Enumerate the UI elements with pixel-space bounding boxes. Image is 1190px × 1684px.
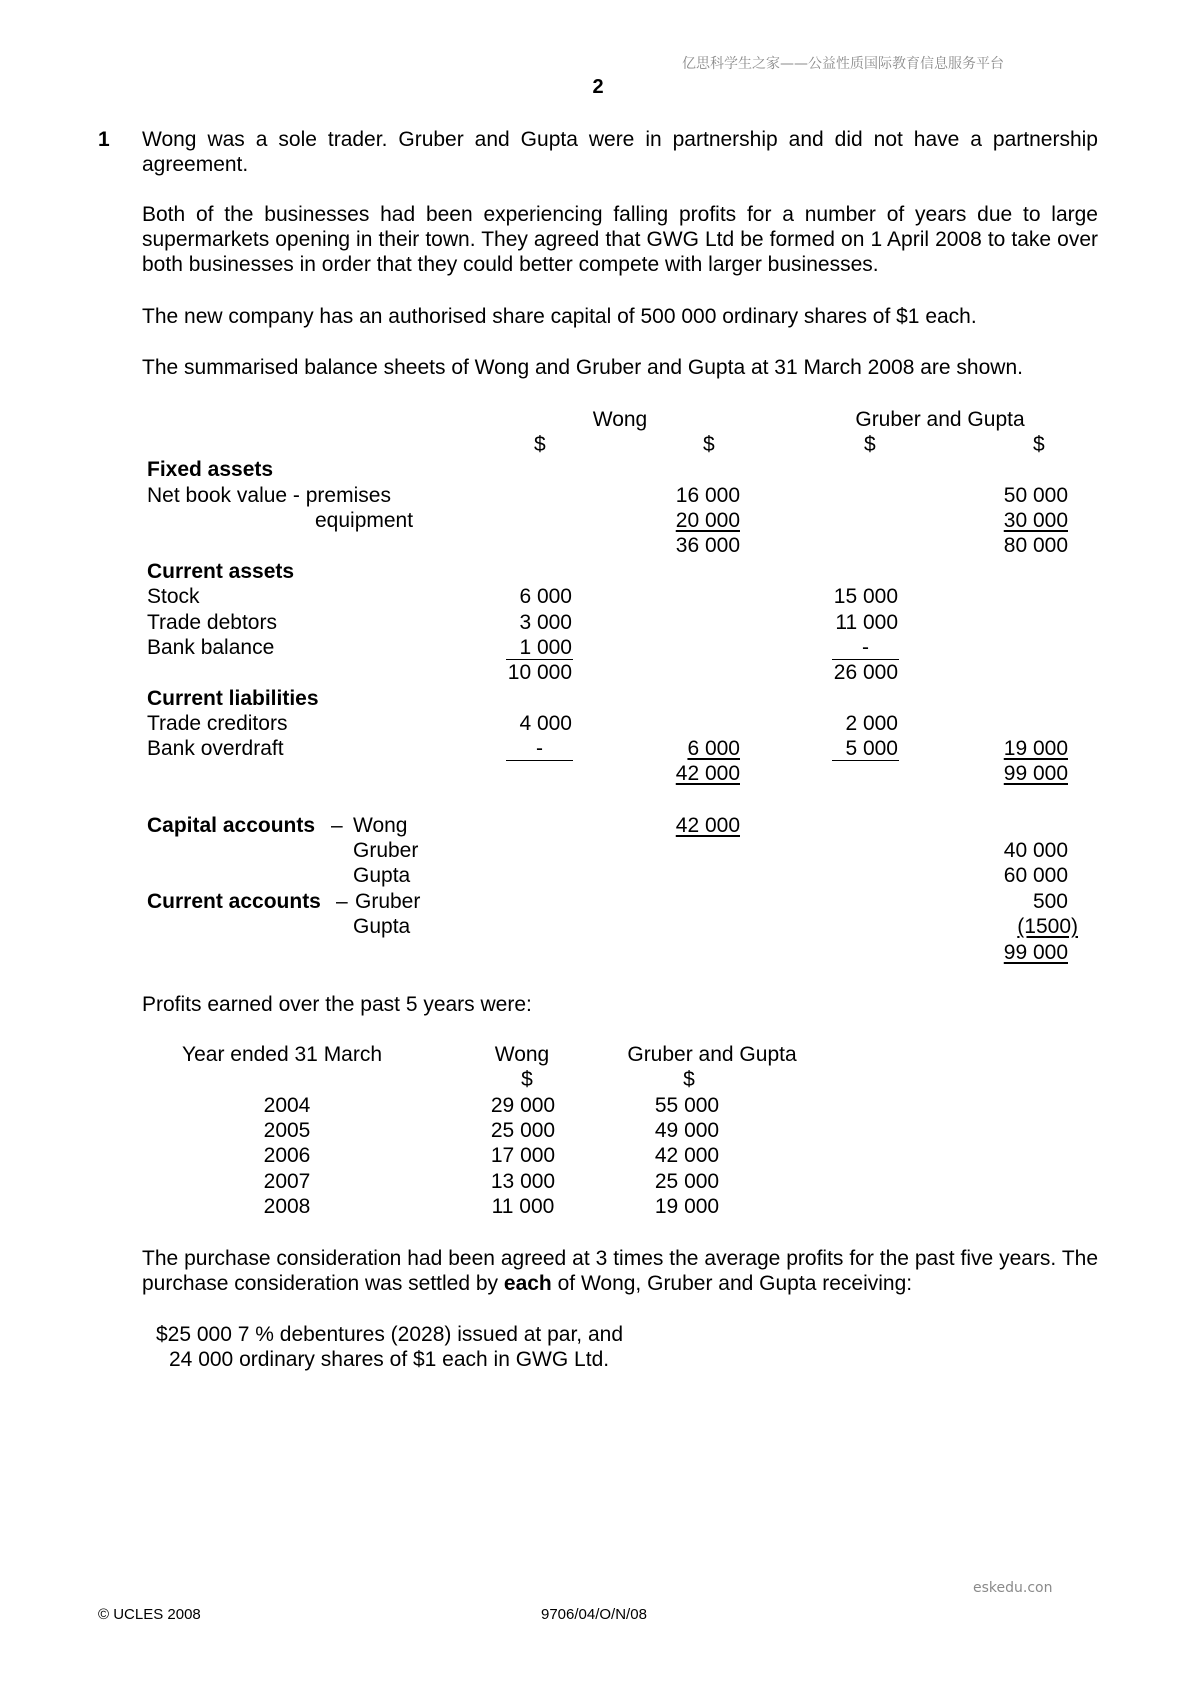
- bs-capital-gupta-label: Gupta: [353, 864, 411, 887]
- consideration-item-2: 24 000 ordinary shares of $1 each in GWG Ltd.: [169, 1348, 610, 1371]
- profits-col-gg: Gruber and Gupta: [627, 1043, 797, 1066]
- bs-capital-dash: –: [331, 814, 343, 837]
- profits-wong: 29 000: [490, 1094, 556, 1117]
- bs-capital-gruber: 40 000: [1003, 839, 1068, 862]
- profits-year: 2008: [263, 1195, 311, 1218]
- profits-gg: 55 000: [654, 1094, 720, 1117]
- bs-gg-total: 99 000: [1003, 941, 1068, 964]
- header-watermark: 亿思科学生之家——公益性质国际教育信息服务平台: [682, 56, 1004, 72]
- profits-col-wong: Wong: [494, 1043, 550, 1066]
- bs-wong-debtors: 3 000: [519, 611, 572, 634]
- bs-capital-wong-label: Wong: [353, 814, 408, 837]
- bs-wong-working-capital: 6 000: [687, 737, 740, 760]
- profits-col-year: Year ended 31 March: [182, 1043, 383, 1066]
- profits-year: 2006: [263, 1144, 311, 1167]
- bs-label-premises: Net book value - premises: [147, 484, 391, 507]
- bs-capital-gupta: 60 000: [1003, 864, 1068, 887]
- bs-wong-fixed-total: 36 000: [675, 534, 740, 557]
- profits-wong: 11 000: [491, 1195, 555, 1218]
- bs-current-gupta: (1500): [1017, 915, 1078, 938]
- page-number: 2: [592, 76, 604, 98]
- profits-dollar-gg: $: [683, 1068, 695, 1091]
- bs-wong-ca-total: 10 000: [507, 661, 572, 684]
- bs-current-dash: –: [336, 890, 348, 913]
- bs-head-wong: Wong: [592, 408, 648, 431]
- bs-label-bank-balance: Bank balance: [147, 636, 275, 659]
- footer-code: 9706/04/O/N/08: [541, 1606, 647, 1623]
- bs-current-gruber: 500: [1032, 890, 1068, 913]
- question-paragraph-3: The new company has an authorised share capital of 500 000 ordinary shares of $1 each.: [142, 305, 977, 328]
- bs-gg-equipment: 30 000: [1003, 509, 1068, 532]
- profits-wong: 13 000: [490, 1170, 556, 1193]
- bs-dollar-gg-1: $: [864, 433, 876, 456]
- bs-gg-fixed-total: 80 000: [1003, 534, 1068, 557]
- bs-wong-premises: 16 000: [675, 484, 740, 507]
- bs-gg-premises: 50 000: [1003, 484, 1068, 507]
- profits-gg: 49 000: [654, 1119, 720, 1142]
- bs-head-gg: Gruber and Gupta: [855, 408, 1025, 431]
- bs-label-trade-debtors: Trade debtors: [147, 611, 277, 634]
- bs-wong-bank: 1 000: [519, 636, 572, 659]
- bs-gg-stock: 15 000: [833, 585, 898, 608]
- bs-gg-ca-rule: [832, 659, 899, 660]
- bs-capital-accounts-heading: Capital accounts: [147, 814, 316, 837]
- question-paragraph-4: The summarised balance sheets of Wong and Gruber and Gupta at 31 March 2008 are shown.: [142, 356, 1023, 379]
- profits-year: 2004: [263, 1094, 311, 1117]
- bs-capital-wong: 42 000: [675, 814, 740, 837]
- bs-capital-gruber-label: Gruber: [353, 839, 419, 862]
- consideration-text-b: of Wong, Gruber and Gupta receiving:: [557, 1272, 913, 1295]
- bs-wong-stock: 6 000: [519, 585, 572, 608]
- footer-site: eskedu.con: [973, 1580, 1053, 1596]
- bs-current-liabilities-heading: Current liabilities: [147, 687, 319, 710]
- question-paragraph-2: Both of the businesses had been experiencing falling profits for a number of years due to large supermarkets opening in their town. They agreed that GWG Ltd be formed on 1 April 2008 to take over both businesses in order that they could better compete with larger businesses.: [142, 203, 1098, 276]
- bs-dollar-wong-1: $: [534, 433, 546, 456]
- profits-intro: Profits earned over the past 5 years were:: [142, 993, 532, 1016]
- bs-dollar-gg-2: $: [1033, 433, 1045, 456]
- bs-label-trade-creditors: Trade creditors: [147, 712, 288, 735]
- bs-current-assets-heading: Current assets: [147, 560, 295, 583]
- bs-label-bank-overdraft: Bank overdraft: [147, 737, 284, 760]
- bs-current-accounts-heading: Current accounts: [147, 890, 321, 913]
- bs-gg-net-assets: 99 000: [1003, 762, 1068, 785]
- profits-wong: 25 000: [490, 1119, 556, 1142]
- profits-gg: 42 000: [654, 1144, 720, 1167]
- bs-wong-ca-rule: [506, 659, 573, 660]
- bs-label-stock: Stock: [147, 585, 200, 608]
- bs-current-gupta-label: Gupta: [353, 915, 411, 938]
- consideration-text-a: The purchase consideration had been agreed at 3 times the average profits for the past five years. The purchase consideration was settled by: [142, 1247, 1098, 1295]
- bs-label-equipment: equipment: [315, 509, 414, 532]
- bs-gg-ca-total: 26 000: [833, 661, 898, 684]
- bs-wong-equipment: 20 000: [675, 509, 740, 532]
- question-paragraph-1: Wong was a sole trader. Gruber and Gupta were in partnership and did not have a partnership agreement.: [142, 128, 1098, 176]
- bs-dollar-wong-2: $: [703, 433, 715, 456]
- bs-gg-overdraft: 5 000: [845, 737, 898, 760]
- bs-gg-debtors: 11 000: [835, 611, 898, 634]
- question-number: 1: [98, 128, 110, 151]
- bs-gg-bank: -: [862, 636, 869, 659]
- bs-wong-creditors: 4 000: [519, 712, 572, 735]
- profits-gg: 19 000: [654, 1195, 720, 1218]
- bs-wong-net-assets: 42 000: [675, 762, 740, 785]
- consideration-item-1: $25 000 7 % debentures (2028) issued at par, and: [156, 1323, 624, 1346]
- bs-gg-creditors: 2 000: [845, 712, 898, 735]
- profits-gg: 25 000: [654, 1170, 720, 1193]
- footer-copyright: © UCLES 2008: [98, 1606, 201, 1623]
- bs-wong-overdraft: -: [536, 737, 543, 760]
- profits-year: 2007: [263, 1170, 311, 1193]
- consideration-each: each: [503, 1272, 552, 1295]
- profits-year: 2005: [263, 1119, 311, 1142]
- bs-gg-working-capital: 19 000: [1003, 737, 1068, 760]
- consideration-paragraph: [142, 1246, 1098, 1296]
- bs-wong-cl-rule: [506, 760, 573, 761]
- profits-dollar-wong: $: [521, 1068, 533, 1091]
- bs-current-gruber-label: Gruber: [355, 890, 421, 913]
- bs-fixed-assets-heading: Fixed assets: [147, 458, 274, 481]
- profits-wong: 17 000: [490, 1144, 556, 1167]
- bs-gg-cl-rule: [832, 760, 899, 761]
